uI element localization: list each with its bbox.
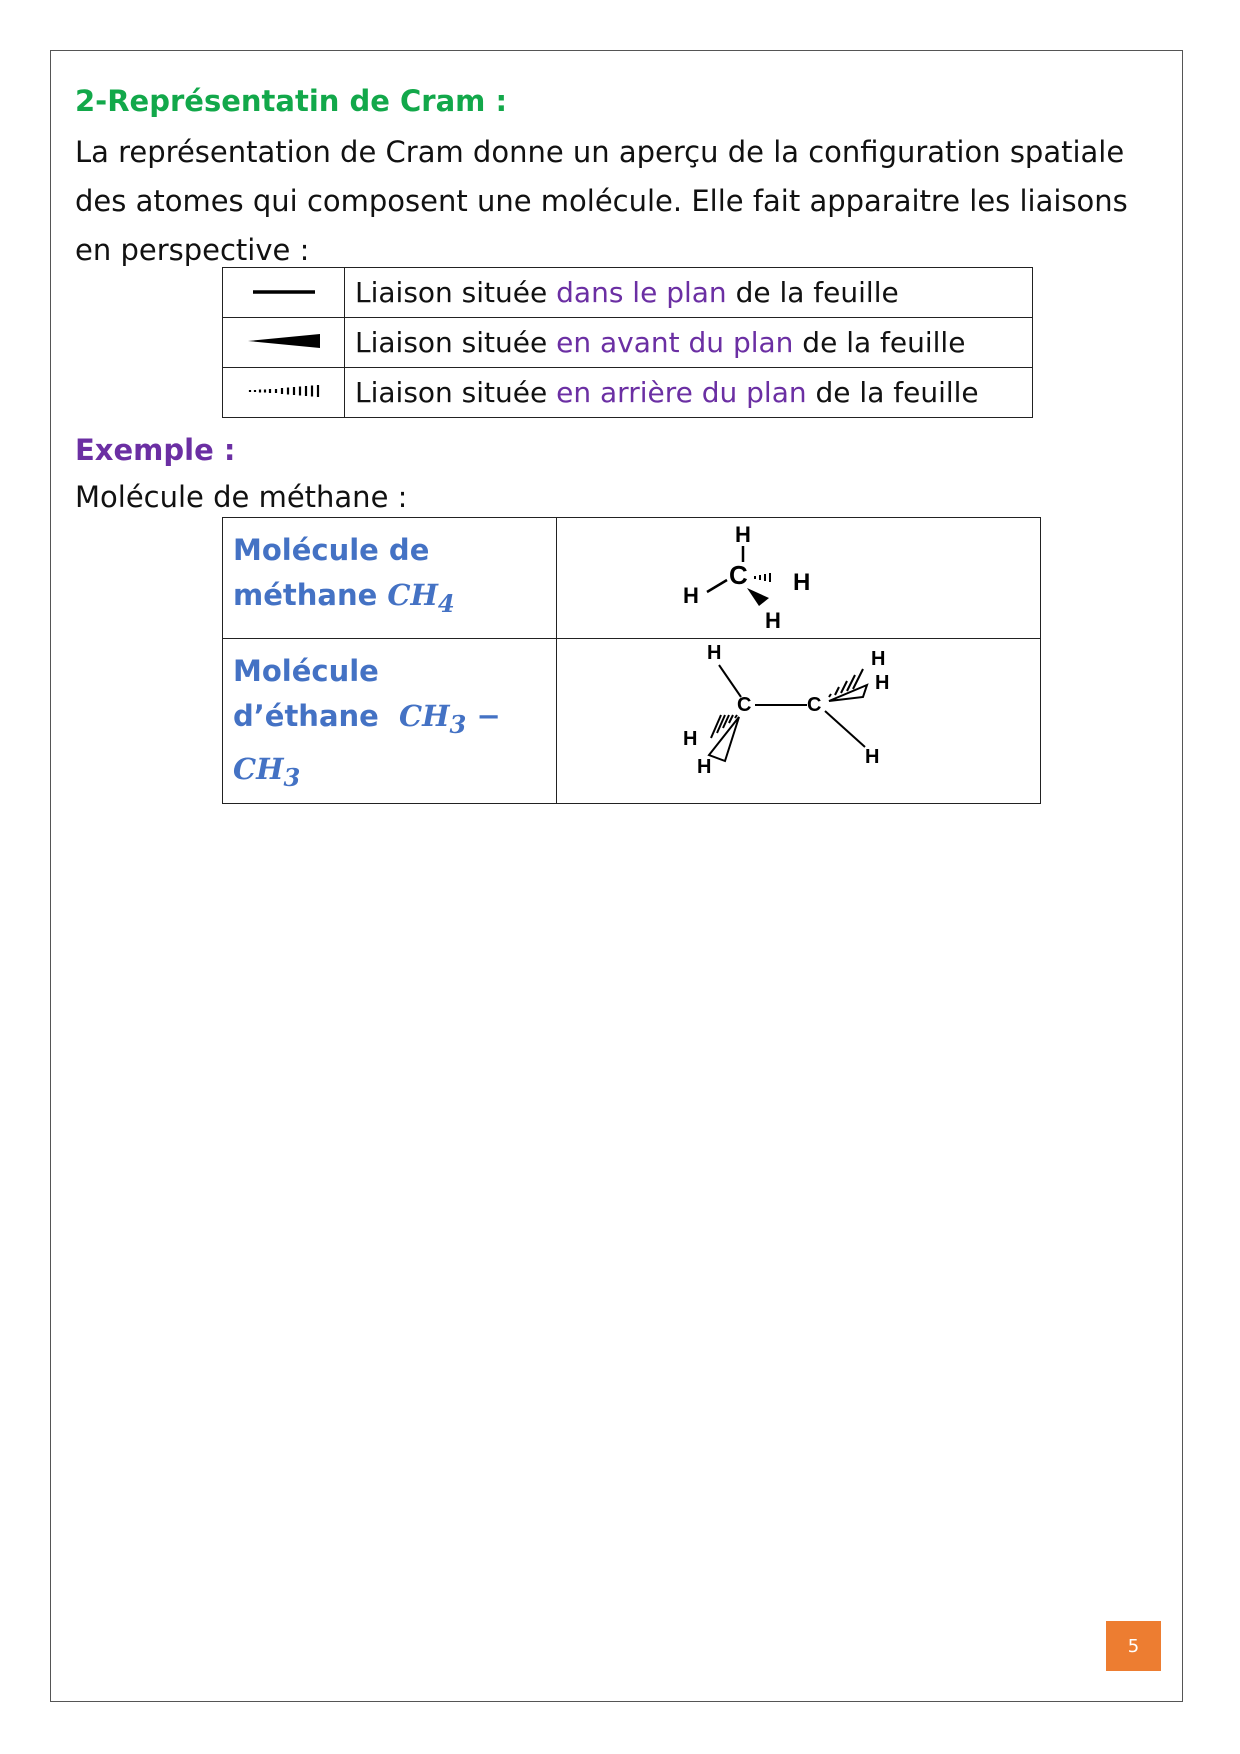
svg-text:C: C (736, 694, 751, 716)
methane-formula: $CH_4$ (387, 578, 455, 618)
table-row (223, 368, 1033, 418)
ethane-structure (557, 639, 1041, 804)
svg-text:H: H (706, 642, 721, 664)
example-title: Exemple : (75, 433, 236, 467)
svg-text:H: H (696, 756, 711, 778)
plain-bond-icon (223, 268, 345, 318)
svg-text:H: H (864, 746, 879, 768)
svg-text:H: H (870, 648, 885, 670)
methane-structure (557, 518, 1041, 639)
bond-description: Liaison située dans le plan de la feuille (345, 268, 1033, 318)
section-title: 2-Représentatin de Cram : (75, 84, 508, 118)
molecule-table (222, 517, 1041, 804)
table-row (223, 318, 1033, 368)
methane-label: Molécule de méthane $CH_4$ (223, 518, 557, 639)
svg-text:H: H (792, 569, 810, 596)
intro-paragraph: La représentation de Cram donne un aperçu de la configuration spatiale des atomes qui composent une molécule. Elle fait apparaitre les liaisons en perspective : (75, 135, 1128, 267)
svg-text:C: C (728, 560, 748, 590)
table-row (223, 639, 1041, 804)
svg-text:H: H (734, 522, 751, 547)
wedge-bond-icon (223, 318, 345, 368)
table-row (223, 268, 1033, 318)
svg-text:H: H (764, 608, 781, 633)
svg-text:H: H (682, 583, 699, 608)
svg-text:H: H (874, 672, 889, 694)
svg-text:C: C (806, 694, 821, 716)
table-row (223, 518, 1041, 639)
ethane-formula: $CH_3 - CH_3$ (233, 699, 501, 792)
ethane-label: Molécule d’éthane $CH_3 - CH_3$ (223, 639, 557, 804)
example-intro: Molécule de méthane : (75, 480, 408, 514)
bond-description: Liaison située en avant du plan de la feuille (345, 318, 1033, 368)
page-number: 5 (1106, 1621, 1161, 1671)
bond-description: Liaison située en arrière du plan de la feuille (345, 368, 1033, 418)
hashed-bond-icon (223, 368, 345, 418)
svg-text:H: H (682, 728, 697, 750)
bond-legend-table (222, 267, 1033, 418)
